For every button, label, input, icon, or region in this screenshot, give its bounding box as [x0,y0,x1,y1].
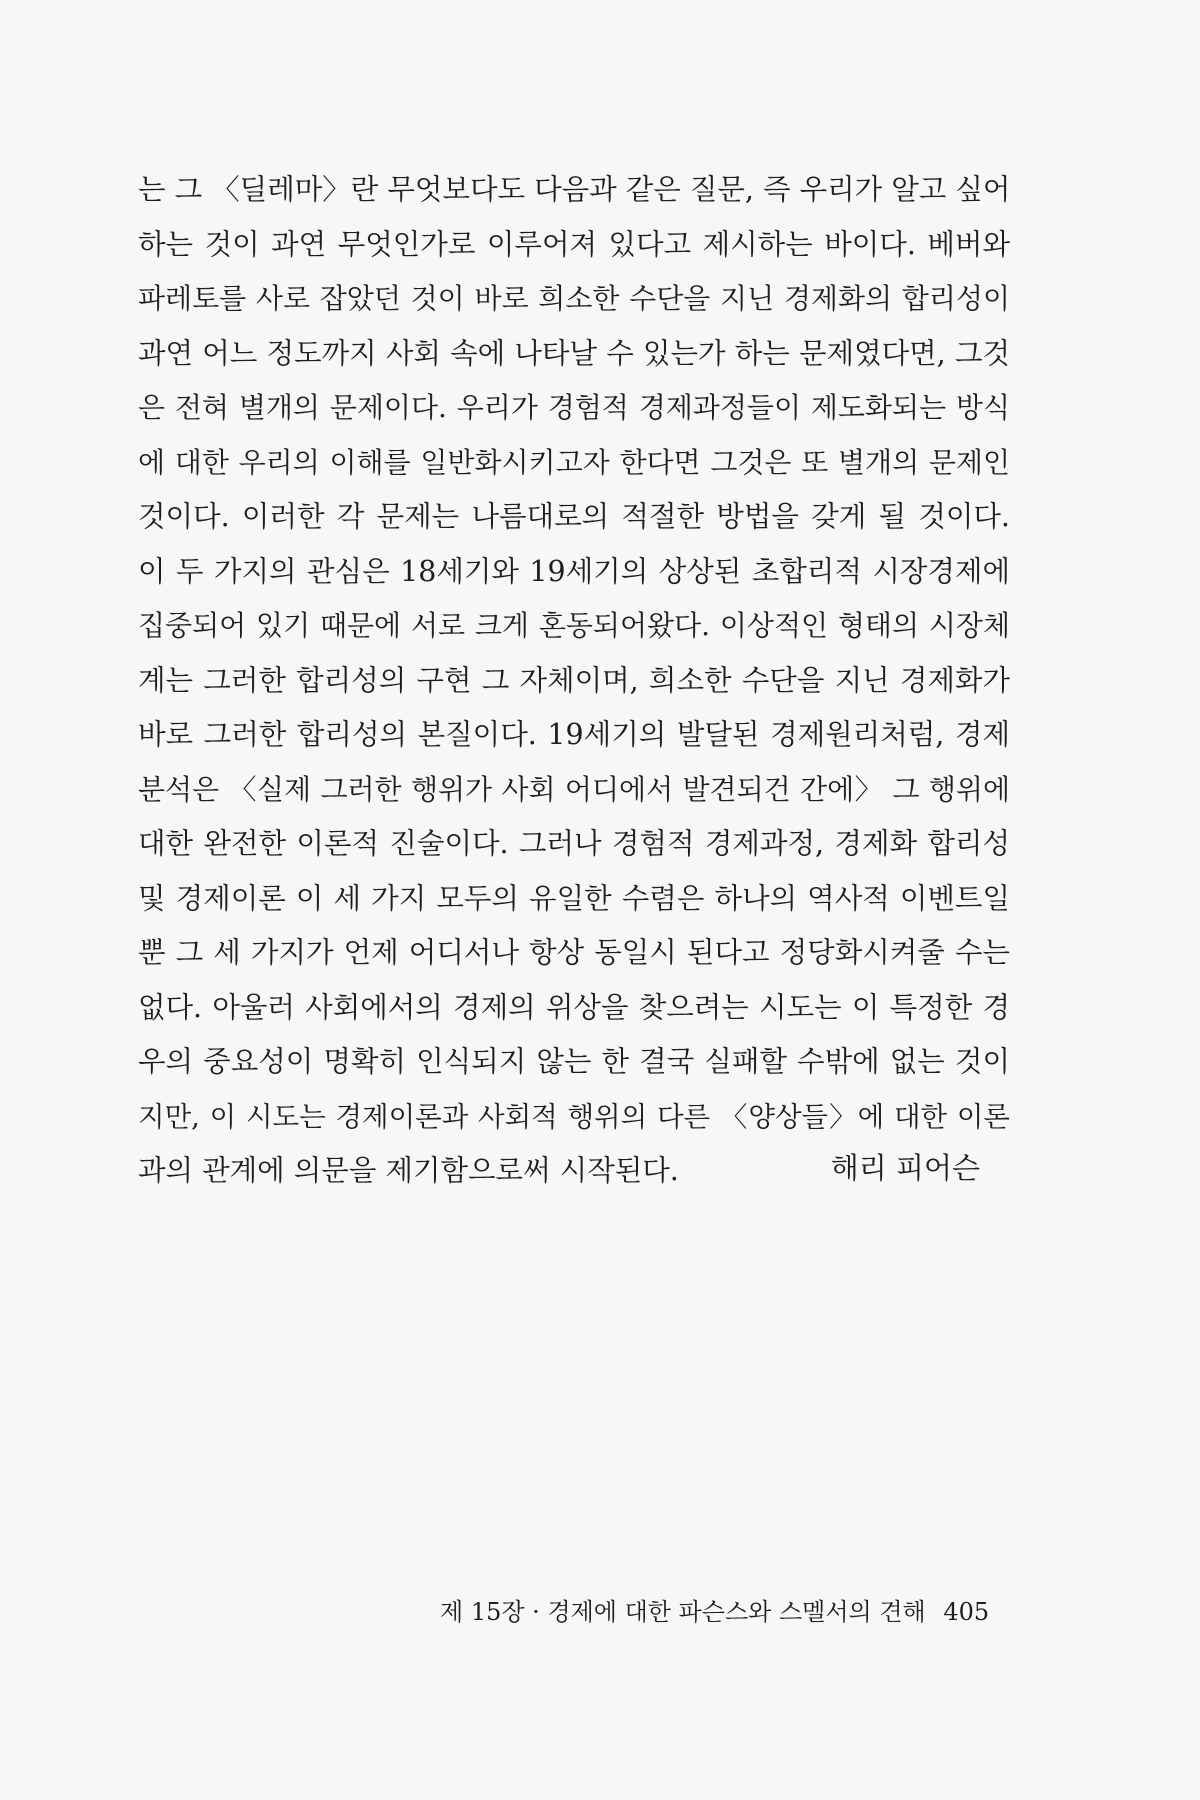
text-line: 하는 것이 과연 무엇인가로 이루어져 있다고 제시하는 바이다. 베버와 [138,227,1010,261]
text-line: 우의 중요성이 명확히 인식되지 않는 한 결국 실패할 수밖에 없는 것이 [138,1045,1010,1078]
text-line: 분석은 〈실제 그러한 행위가 사회 어디에서 발견되건 간에〉 그 행위에 [138,772,1010,806]
text-line: 뿐 그 세 가지가 언제 어디서나 항상 동일시 된다고 정당화시켜줄 수는 [138,936,1010,969]
text-line: 것이다. 이러한 각 문제는 나름대로의 적절한 방법을 갖게 될 것이다. [138,500,1010,533]
text-line: 바로 그러한 합리성의 본질이다. 19세기의 발달된 경제원리처럼, 경제 [138,718,1010,751]
text-line: 없다. 아울러 사회에서의 경제의 위상을 찾으려는 시도는 이 특정한 경 [138,990,1010,1024]
page-number: 405 [943,1598,990,1626]
text-line: 는 그 〈딜레마〉란 무엇보다도 다음과 같은 질문, 즉 우리가 알고 싶어 [138,173,1011,206]
author-signature: 해리 피어슨 [830,1151,980,1185]
text-line: 대한 완전한 이론적 진술이다. 그러나 경험적 경제과정, 경제화 합리성 [138,827,1010,860]
text-line: 지만, 이 시도는 경제이론과 사회적 행위의 다른 〈양상들〉에 대한 이론 [138,1100,1010,1133]
text-line: 은 전혀 별개의 문제이다. 우리가 경험적 경제과정들이 제도화되는 방식 [138,391,1010,424]
page-footer [440,1594,990,1630]
running-head: 제 15장 · 경제에 대한 파슨스와 스멜서의 견해 [440,1598,926,1626]
text-line: 및 경제이론 이 세 가지 모두의 유일한 수렴은 하나의 역사적 이벤트일 [138,881,1010,915]
text-line: 에 대한 우리의 이해를 일반화시키고자 한다면 그것은 또 별개의 문제인 [138,445,1010,479]
text-line: 파레토를 사로 잡았던 것이 바로 희소한 수단을 지닌 경제화의 합리성이 [138,282,1010,315]
text-line: 계는 그러한 합리성의 구현 그 자체이며, 희소한 수단을 지닌 경제화가 [138,663,1010,697]
body-paragraph [138,163,1010,1199]
text-line: 과연 어느 정도까지 사회 속에 나타날 수 있는가 하는 문제였다면, 그것 [138,336,1010,370]
text-line: 이 두 가지의 관심은 18세기와 19세기의 상상된 초합리적 시장경제에 [138,554,1010,588]
text-line: 집중되어 있기 때문에 서로 크게 혼동되어왔다. 이상적인 형태의 시장체 [138,609,1010,642]
text-line: 과의 관계에 의문을 제기함으로써 시작된다. [138,1154,679,1187]
